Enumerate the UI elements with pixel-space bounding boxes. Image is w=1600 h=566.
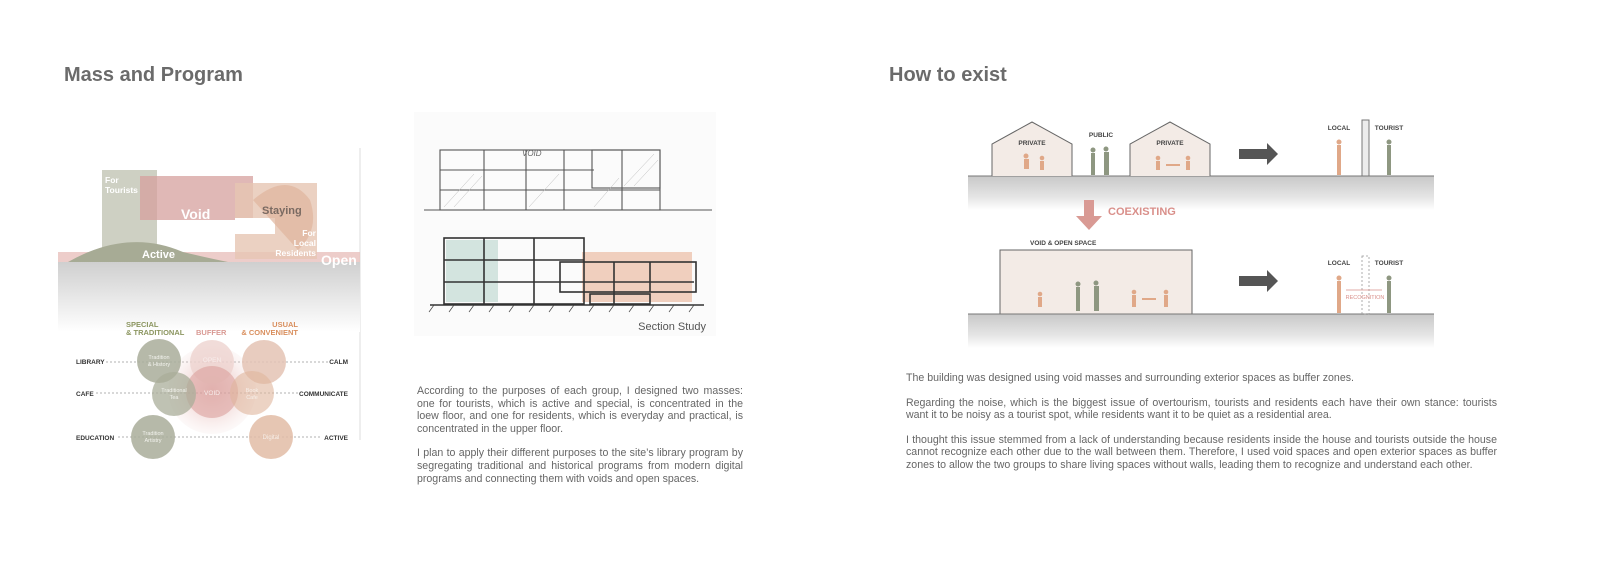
- text-open: OPEN: [202, 357, 222, 364]
- text-book-cafe-2: Cafe: [246, 395, 258, 401]
- label-private-right: PRIVATE: [1156, 140, 1184, 147]
- people-public: [1091, 147, 1110, 176]
- coexisting-diagram: [962, 104, 1438, 362]
- wall-bottom-dashed: [1362, 256, 1369, 314]
- text-digital: Digital: [262, 435, 280, 441]
- local-figure-top: [1337, 140, 1342, 176]
- void-note: VOID: [522, 149, 542, 158]
- header-buffer: BUFFER: [196, 328, 227, 337]
- label-open: Open: [321, 252, 357, 268]
- label-for-residents-1: For: [302, 228, 316, 238]
- text-tradition-history-2: & History: [147, 362, 171, 368]
- text-void: VOID: [204, 390, 220, 397]
- row-communicate: COMMUNICATE: [299, 391, 348, 398]
- mass-program-title: Mass and Program: [64, 64, 243, 86]
- left-paragraph-1: According to the purposes of each group, I designed two masses: one for tourists, which is active and special, is concentrated in the loew floor, and one for residents, which is everyday and practical, is concentrated in the upper floor.: [417, 385, 743, 435]
- label-local-top: LOCAL: [1327, 125, 1351, 132]
- label-tourist-top: TOURIST: [1374, 125, 1404, 132]
- header-special-1: SPECIAL: [126, 320, 159, 329]
- row-education: EDUCATION: [76, 435, 115, 442]
- text-tradition-artistry-1: Tradition: [142, 431, 164, 437]
- house-right: [1130, 122, 1210, 176]
- text-traditional-tea-1: Traditional: [161, 388, 187, 394]
- label-recognition: RECOGNITION: [1345, 295, 1385, 301]
- row-library: LIBRARY: [76, 359, 105, 366]
- mass-program-diagram: [58, 140, 364, 470]
- header-usual-1: USUAL: [272, 320, 298, 329]
- header-usual-2: & CONVENIENT: [241, 328, 298, 337]
- label-tourist-bottom: TOURIST: [1374, 260, 1404, 267]
- left-paragraph-2: I plan to apply their different purposes to the site’s library program by segregating traditional and historical programs from modern digital programs and connecting them with voids and open spaces.: [417, 447, 743, 485]
- arrow-right-top: [1239, 143, 1278, 165]
- label-for-tourists-1: For: [105, 175, 119, 185]
- row-cafe: CAFE: [76, 391, 94, 398]
- text-traditional-tea-2: Tea: [169, 395, 179, 401]
- section-study-sketch: [414, 112, 716, 336]
- ground-band: [58, 262, 360, 332]
- label-private-left: PRIVATE: [1018, 140, 1046, 147]
- void-cut: [235, 218, 275, 234]
- label-active: Active: [142, 249, 176, 261]
- text-tradition-history-1: Tradition: [148, 355, 170, 361]
- wall-top: [1362, 120, 1369, 176]
- row-calm: CALM: [329, 359, 348, 366]
- circle-tradition-artistry: [131, 415, 175, 459]
- tourist-figure-bottom: [1387, 276, 1392, 314]
- top-ground: [968, 176, 1434, 210]
- right-paragraph-2: Regarding the noise, which is the biggest issue of overtourism, tourists and residents each have their own stance: tourists want it to be noisy as a tourist spot, while residents want it to be quiet as a residential area.: [906, 396, 1497, 422]
- circle-traditional-tea: [152, 372, 196, 416]
- text-tradition-artistry-2: Artistry: [144, 438, 162, 444]
- label-public: PUBLIC: [1088, 132, 1114, 139]
- right-description: [906, 372, 1497, 484]
- label-for-residents-2: Local: [293, 238, 316, 248]
- label-for-residents-3: Residents: [275, 248, 316, 258]
- label-staying: Staying: [262, 205, 302, 217]
- house-left: [992, 122, 1072, 176]
- local-figure-bottom: [1337, 276, 1342, 314]
- text-book-cafe-1: Book: [245, 388, 259, 394]
- section-study-caption: Section Study: [638, 321, 706, 333]
- right-paragraph-3: I thought this issue stemmed from a lack of understanding because residents inside the house and tourists outside the house cannot recognize each other due to the wall between them. Therefore, I used void spaces and open exterior spaces as buffer zones to allow the two groups to share living spaces without walls, leading them to recognize and understand each other.: [906, 433, 1497, 471]
- right-paragraph-1: The building was designed using void masses and surrounding exterior spaces as buffer zones.: [906, 372, 1354, 384]
- label-for-tourists-2: Tourists: [105, 185, 138, 195]
- row-active: ACTIVE: [324, 435, 348, 442]
- label-local-bottom: LOCAL: [1327, 260, 1351, 267]
- green-wash: [446, 240, 498, 302]
- label-void-open: VOID & OPEN SPACE: [1030, 240, 1097, 247]
- tourist-figure-top: [1387, 140, 1392, 176]
- how-to-exist-title: How to exist: [889, 64, 1007, 86]
- label-void: Void: [181, 206, 211, 222]
- bottom-ground: [968, 314, 1434, 348]
- left-description: [417, 385, 743, 497]
- arrow-right-bottom: [1239, 270, 1278, 292]
- header-special-2: & TRADITIONAL: [126, 328, 185, 337]
- label-coexisting: COEXISTING: [1108, 206, 1176, 218]
